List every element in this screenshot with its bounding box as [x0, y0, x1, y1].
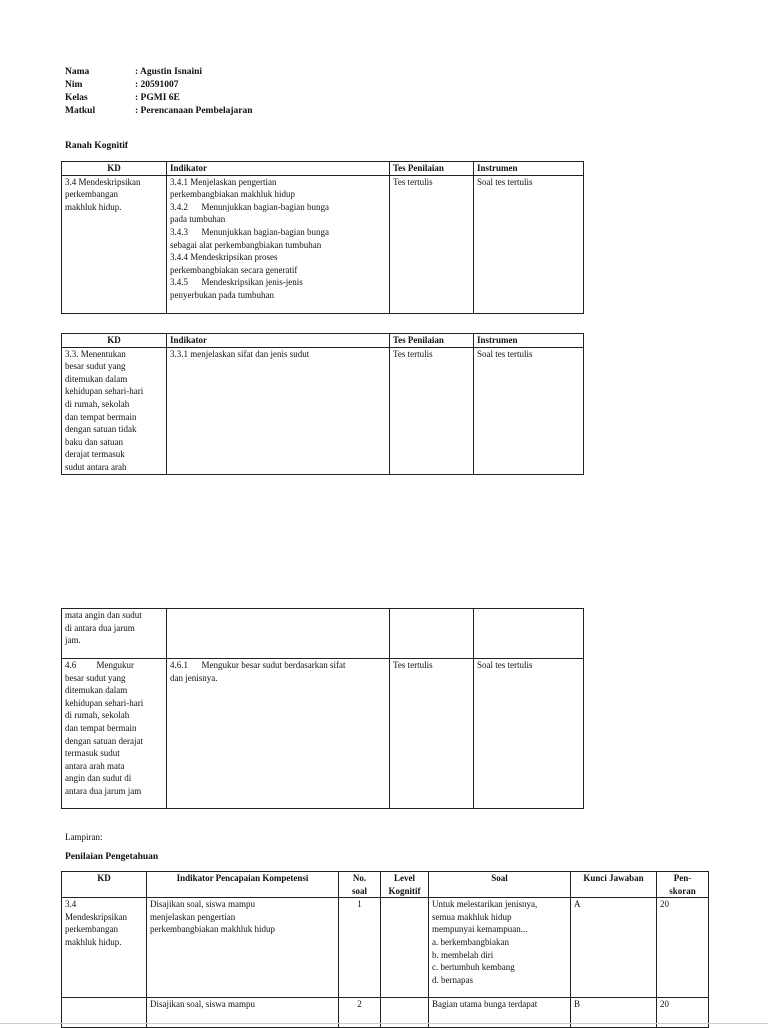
- cell-kunci: B: [571, 998, 657, 1028]
- cell-instrumen: Soal tes tertulis: [474, 347, 584, 474]
- header-kd: KD: [62, 162, 167, 176]
- cell-level: [381, 898, 429, 998]
- cell-no: 1: [339, 898, 381, 998]
- cell-kunci: A: [571, 898, 657, 998]
- header-level: Level Kognitif: [381, 872, 429, 898]
- section-title-cognitive: Ranah Kognitif: [65, 141, 129, 151]
- cell-tes: Tes tertulis: [390, 347, 474, 474]
- header-indikator: Indikator: [167, 334, 390, 348]
- cell-kd: 3.3. Menentukan besar sudut yang ditemukan dalam kehidupan sehari-hari di rumah, sekolah dan tempat bermain dengan satuan tidak baku dan satuan derajat termasuk sudut antara arah: [62, 347, 167, 474]
- cell-kd: 3.4 Mendeskripsikan perkembangan makhluk hidup.: [62, 898, 147, 998]
- cell-soal: Untuk melestarikan jenisnya, semua makhluk hidup mempunyai kemampuan... a. berkembangbiakan b. membelah diri c. bertumbuh kembang d. bernapas: [429, 898, 571, 998]
- header-no-soal: No. soal: [339, 872, 381, 898]
- cell-empty: [167, 609, 390, 659]
- knowledge-assessment-table: [61, 871, 709, 1028]
- cell-indikator: 4.6.1 Mengukur besar sudut berdasarkan sifat dan jenisnya.: [167, 659, 390, 809]
- table-kd-3-3: [61, 333, 584, 475]
- table-kd-3-4: [61, 161, 584, 314]
- section-title-knowledge: Penilaian Pengetahuan: [65, 852, 159, 862]
- header-kd: KD: [62, 872, 147, 898]
- header-soal: Soal: [429, 872, 571, 898]
- identity-row-nim: Nim : 20591007: [65, 80, 179, 90]
- cell-empty: [390, 609, 474, 659]
- header-instrumen: Instrumen: [474, 162, 584, 176]
- cell-indikator: 3.3.1 menjelaskan sifat dan jenis sudut: [167, 347, 390, 474]
- cell-ipk: Disajikan soal, siswa mampu menjelaskan pengertian perkembangbiakan makhluk hidup: [147, 898, 339, 998]
- header-skor: Pen- skoran: [657, 872, 709, 898]
- cell-tes: Tes tertulis: [390, 175, 474, 313]
- header-instrumen: Instrumen: [474, 334, 584, 348]
- appendix-label: Lampiran:: [65, 832, 103, 842]
- header-kd: KD: [62, 334, 167, 348]
- cell-indikator: 3.4.1 Menjelaskan pengertian perkembangbiakan makhluk hidup 3.4.2 Menunjukkan bagian-bagian bunga pada tumbuhan 3.4.3 Menunjukkan bagian-bagian bunga sebagai alat perkembangbiakan tumbuhan 3.4.4 Mendeskripsikan proses perkembangbiakan secara generatif 3.4.5 Mendeskripsikan jenis-jenis penyerbukan pada tumbuhan: [167, 175, 390, 313]
- identity-row-course: Matkul : Perencanaan Pembelajaran: [65, 106, 253, 116]
- cell-no: 2: [339, 998, 381, 1028]
- cell-empty: [474, 609, 584, 659]
- header-indikator: Indikator: [167, 162, 390, 176]
- identity-row-name: Nama : Agustin Isnaini: [65, 67, 203, 77]
- header-ipk: Indikator Pencapaian Kompetensi: [147, 872, 339, 898]
- cell-ipk: Disajikan soal, siswa mampu: [147, 998, 339, 1028]
- table-kd-4-6: [61, 608, 584, 809]
- header-tes: Tes Penilaian: [390, 334, 474, 348]
- cell-kd-continued: mata angin dan sudut di antara dua jarum jam.: [62, 609, 167, 659]
- table-row: [62, 898, 709, 998]
- cell-kd: 4.6 Mengukur besar sudut yang ditemukan dalam kehidupan sehari-hari di rumah, sekolah dan tempat bermain dengan satuan derajat termasuk sudut antara arah mata angin dan sudut di antara dua jarum jam: [62, 659, 167, 809]
- cell-instrumen: Soal tes tertulis: [474, 175, 584, 313]
- identity-row-class: Kelas : PGMI 6E: [65, 93, 180, 103]
- cell-instrumen: Soal tes tertulis: [474, 659, 584, 809]
- cell-soal: Bagian utama bunga terdapat: [429, 998, 571, 1028]
- cell-skor: 20: [657, 998, 709, 1028]
- cell-tes: Tes tertulis: [390, 659, 474, 809]
- header-kunci: Kunci Jawaban: [571, 872, 657, 898]
- cell-skor: 20: [657, 898, 709, 998]
- student-identity: [65, 66, 325, 118]
- cell-kd: 3.4 Mendeskripsikan perkembangan makhluk hidup.: [62, 175, 167, 313]
- header-tes: Tes Penilaian: [390, 162, 474, 176]
